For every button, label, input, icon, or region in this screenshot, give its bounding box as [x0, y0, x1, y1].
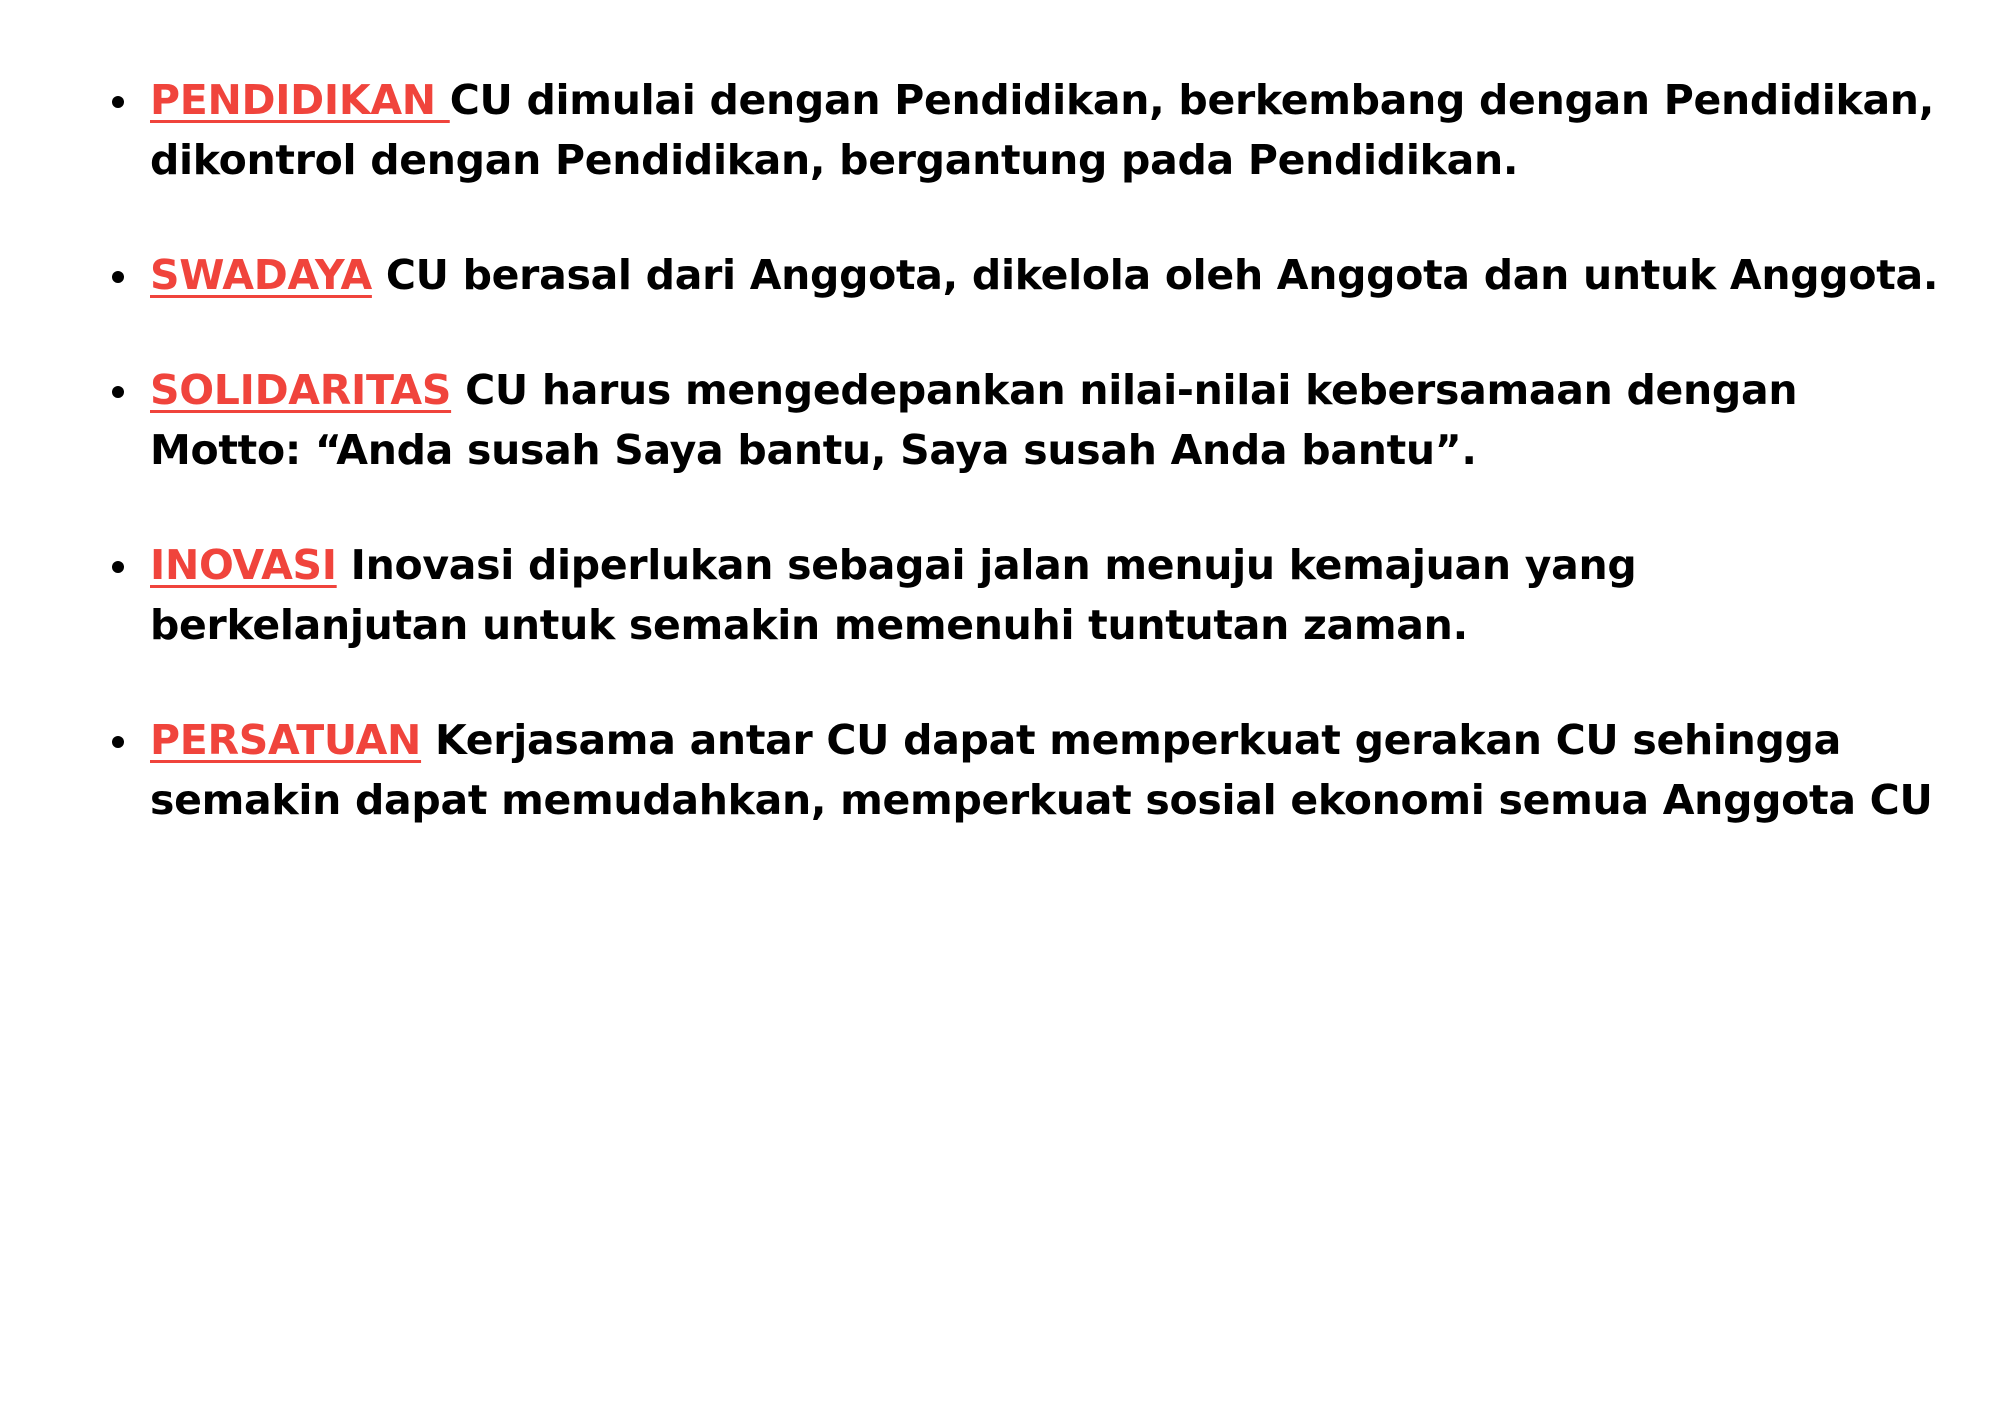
term-pendidikan: PENDIDIKAN	[150, 76, 450, 124]
bullet-icon	[112, 96, 124, 108]
list-item-solidaritas	[150, 360, 1940, 480]
bullet-icon	[112, 386, 124, 398]
description-persatuan: Kerjasama antar CU dapat memperkuat gerakan CU sehingga semakin dapat memudahkan, memperkuat sosial ekonomi semua Anggota CU	[150, 716, 1933, 824]
term-swadaya: SWADAYA	[150, 251, 372, 299]
term-persatuan: PERSATUAN	[150, 716, 422, 764]
description-inovasi: Inovasi diperlukan sebagai jalan menuju kemajuan yang berkelanjutan untuk semakin memenuhi tuntutan zaman.	[150, 541, 1637, 649]
bullet-icon	[112, 736, 124, 748]
bullet-icon	[112, 271, 124, 283]
term-solidaritas: SOLIDARITAS	[150, 366, 452, 414]
term-inovasi: INOVASI	[150, 541, 337, 589]
list-item-persatuan	[150, 710, 1940, 830]
bullet-icon	[112, 561, 124, 573]
values-list	[150, 70, 1940, 885]
list-item-pendidikan	[150, 70, 1940, 190]
description-swadaya: CU berasal dari Anggota, dikelola oleh Anggota dan untuk Anggota.	[371, 251, 1939, 299]
description-pendidikan: CU dimulai dengan Pendidikan, berkembang dengan Pendidikan, dikontrol dengan Pendidikan, bergantung pada Pendidikan.	[150, 76, 1934, 184]
description-solidaritas: CU harus mengedepankan nilai-nilai kebersamaan dengan Motto: “Anda susah Saya bantu, Saya susah Anda bantu”.	[150, 366, 1798, 474]
list-item-inovasi	[150, 535, 1940, 655]
list-item-swadaya	[150, 245, 1940, 305]
